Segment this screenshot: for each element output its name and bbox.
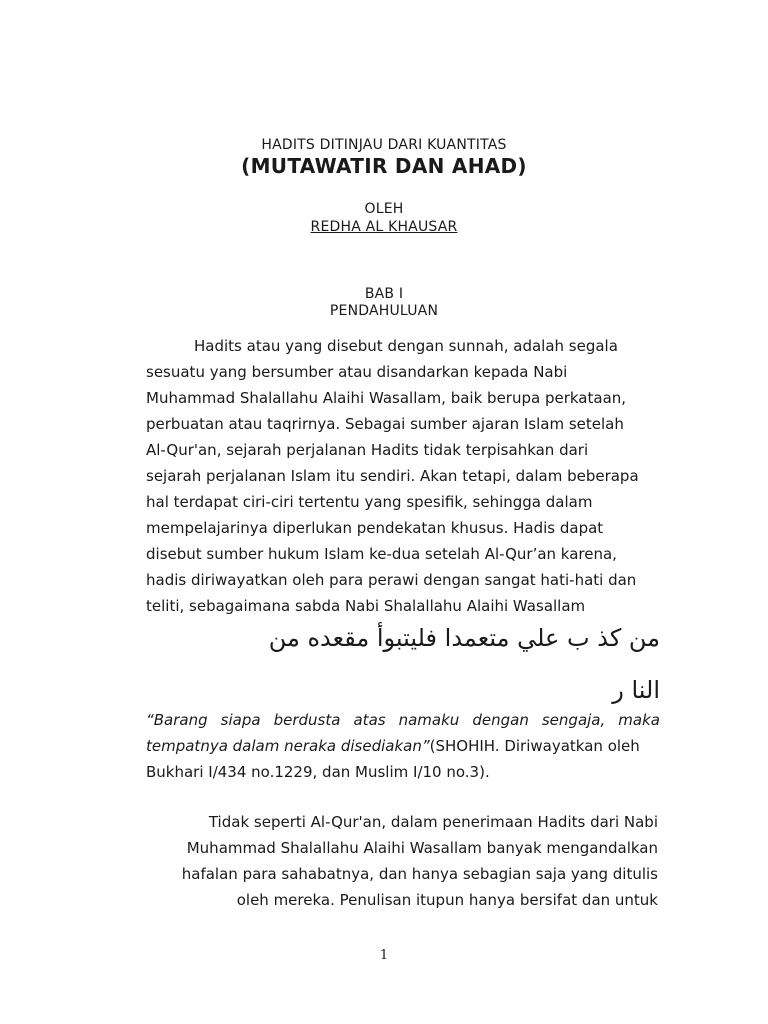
chapter-number: BAB I bbox=[364, 286, 404, 302]
paragraph-line: perbuatan atau taqrirnya. Sebagai sumber ajaran Islam setelah bbox=[146, 415, 624, 433]
document-subtitle: HADITS DITINJAU DARI KUANTITAS bbox=[261, 137, 507, 153]
paragraph-line: hafalan para sahabatnya, dan hanya sebagian saja yang ditulis bbox=[181, 865, 658, 883]
author-name: REDHA AL KHAUSAR bbox=[310, 219, 458, 235]
paragraph-line: Al-Qur'an, sejarah perjalanan Hadits tidak terpisahkan dari bbox=[146, 441, 589, 459]
paragraph-line: mempelajarinya diperlukan pendekatan khusus. Hadis dapat bbox=[146, 519, 604, 537]
paragraph-line: oleh mereka. Penulisan itupun hanya bersifat dan untuk bbox=[236, 891, 658, 909]
document-title: (MUTAWATIR DAN AHAD) bbox=[241, 154, 527, 178]
paragraph-line: Hadits atau yang disebut dengan sunnah, adalah segala bbox=[194, 337, 618, 355]
paragraph-line: hadis diriwayatkan oleh para perawi dengan sangat hati-hati dan bbox=[146, 571, 637, 589]
arabic-line: من كذ ب علي متعمدا فليتبوأ مقعده من bbox=[268, 624, 660, 652]
paragraph-line: Muhammad Shalallahu Alaihi Wasallam, baik berupa perkataan, bbox=[146, 389, 627, 407]
paragraph-line: teliti, sebagaimana sabda Nabi Shalallahu Alaihi Wasallam bbox=[146, 597, 586, 615]
paragraph-line: sejarah perjalanan Islam itu sendiri. Akan tetapi, dalam beberapa bbox=[146, 467, 639, 485]
author-by-label: OLEH bbox=[364, 201, 404, 217]
translation-line: “Barang siapa berdusta atas namaku dengan sengaja, maka bbox=[146, 711, 660, 729]
translation-italic: tempatnya dalam neraka disediakan” bbox=[146, 737, 430, 755]
arabic-hadith bbox=[146, 612, 660, 716]
second-paragraph bbox=[146, 809, 658, 913]
paragraph-line: Muhammad Shalallahu Alaihi Wasallam banyak mengandalkan bbox=[186, 839, 658, 857]
translation-line bbox=[146, 733, 660, 759]
translation-source: (SHOHIH. Diriwayatkan oleh bbox=[429, 737, 640, 755]
intro-paragraph bbox=[146, 333, 664, 619]
hadith-translation bbox=[146, 707, 660, 785]
paragraph-line: hal terdapat ciri-ciri tertentu yang spesifik, sehingga dalam bbox=[146, 493, 593, 511]
arabic-line: النا ر bbox=[612, 676, 660, 704]
paragraph-line: disebut sumber hukum Islam ke-dua setelah Al-Qur’an karena, bbox=[146, 545, 617, 563]
paragraph-line: Tidak seperti Al-Qur'an, dalam penerimaan Hadits dari Nabi bbox=[208, 813, 658, 831]
page-number: 1 bbox=[379, 948, 389, 963]
paragraph-line: sesuatu yang bersumber atau disandarkan kepada Nabi bbox=[146, 363, 568, 381]
translation-line: Bukhari I/434 no.1229, dan Muslim I/10 no.3). bbox=[146, 763, 490, 781]
chapter-name: PENDAHULUAN bbox=[329, 303, 439, 319]
